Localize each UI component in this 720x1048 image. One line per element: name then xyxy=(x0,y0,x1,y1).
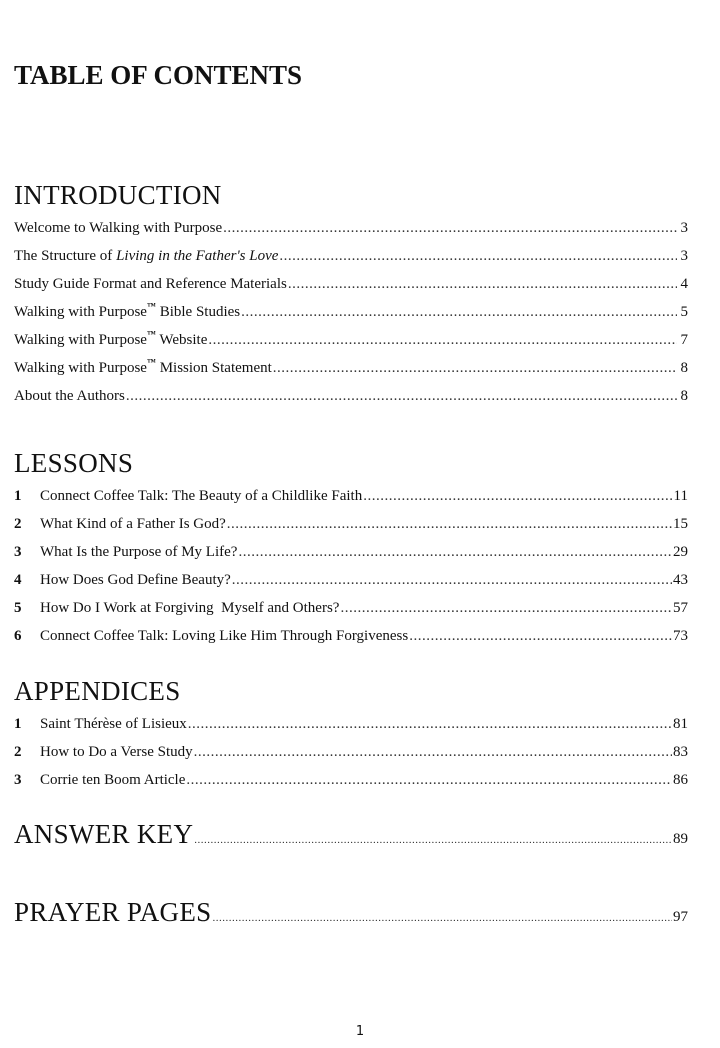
toc-entry-lesson-1[interactable] xyxy=(14,482,688,510)
lessons-section xyxy=(14,446,688,650)
dot-leader xyxy=(273,354,677,382)
entry-number: 5 xyxy=(14,600,22,616)
entry-page: 97 xyxy=(673,909,688,925)
entry-label: Connect Coffee Talk: Loving Like Him Through Forgiveness xyxy=(40,628,409,644)
entry-label xyxy=(14,326,207,354)
toc-entry-lesson-2[interactable] xyxy=(14,510,688,538)
entry-page: 29 xyxy=(673,544,688,560)
entry-number: 1 xyxy=(14,488,22,504)
trademark-mark: ™ xyxy=(146,329,156,339)
toc-entry-authors[interactable] xyxy=(14,382,688,410)
appendices-section xyxy=(14,674,688,794)
entry-label: Corrie ten Boom Article xyxy=(40,772,186,788)
entry-page: 81 xyxy=(673,716,688,732)
entry-page: 5 xyxy=(680,304,688,320)
entry-label-main: Walking with Purpose xyxy=(14,360,147,376)
entry-page: 3 xyxy=(680,248,688,264)
entry-label-suffix: Mission Statement xyxy=(155,360,272,376)
dot-leader xyxy=(194,820,672,860)
entry-label-suffix: Website xyxy=(155,332,208,348)
dot-leader xyxy=(126,382,677,410)
dot-leader xyxy=(223,214,677,242)
entry-page: 15 xyxy=(673,516,688,532)
entry-page: 8 xyxy=(680,388,688,404)
dot-leader xyxy=(227,510,672,538)
dot-leader xyxy=(186,766,672,794)
entry-number: 3 xyxy=(14,544,22,560)
entry-label: What Is the Purpose of My Life? xyxy=(40,544,238,560)
toc-entry-website[interactable] xyxy=(14,326,688,354)
entry-label: How to Do a Verse Study xyxy=(40,744,193,760)
dot-leader xyxy=(409,622,672,650)
entry-page: 3 xyxy=(680,220,688,236)
toc-entry-welcome[interactable] xyxy=(14,214,688,242)
trademark-mark: ™ xyxy=(146,357,156,367)
entry-label-main: Walking with Purpose xyxy=(14,304,147,320)
toc-entry-appendix-1[interactable] xyxy=(14,710,688,738)
entry-number: 1 xyxy=(14,716,22,732)
entry-label xyxy=(14,242,278,270)
entry-label: Study Guide Format and Reference Materials xyxy=(14,276,287,292)
entry-label: What Kind of a Father Is God? xyxy=(40,516,226,532)
entry-label: Saint Thérèse of Lisieux xyxy=(40,716,187,732)
answer-key-section xyxy=(14,814,688,854)
entry-page: 4 xyxy=(680,276,688,292)
entry-page: 86 xyxy=(673,772,688,788)
entry-number: 3 xyxy=(14,772,22,788)
page-title: TABLE OF CONTENTS xyxy=(14,60,303,90)
dot-leader xyxy=(279,242,677,270)
entry-page: 7 xyxy=(680,332,688,348)
entry-number: 2 xyxy=(14,744,22,760)
introduction-heading: INTRODUCTION xyxy=(14,180,222,210)
entry-label-prefix: The Structure of xyxy=(14,248,117,264)
footer-page-number: 1 xyxy=(355,1024,365,1039)
appendices-heading: APPENDICES xyxy=(14,676,181,706)
dot-leader xyxy=(363,482,672,510)
entry-label: Connect Coffee Talk: The Beauty of a Childlike Faith xyxy=(40,488,363,504)
toc-entry-lesson-6[interactable] xyxy=(14,622,688,650)
prayer-pages-section xyxy=(14,892,688,932)
toc-entry-appendix-3[interactable] xyxy=(14,766,688,794)
entry-page: 43 xyxy=(673,572,688,588)
entry-page: 57 xyxy=(673,600,688,616)
toc-entry-answer-key[interactable] xyxy=(14,814,688,854)
dot-leader xyxy=(288,270,677,298)
entry-label-italic: Living in the Father's Love xyxy=(116,248,279,264)
entry-label-main: Walking with Purpose xyxy=(14,332,147,348)
dot-leader xyxy=(238,538,672,566)
dot-leader xyxy=(194,738,672,766)
toc-entry-structure[interactable] xyxy=(14,242,688,270)
toc-entry-mission[interactable] xyxy=(14,354,688,382)
dot-leader xyxy=(212,898,672,938)
dot-leader xyxy=(188,710,672,738)
toc-entry-appendix-2[interactable] xyxy=(14,738,688,766)
entry-page: 11 xyxy=(673,488,688,504)
entry-label: How Do I Work at Forgiving Myself and Others? xyxy=(40,600,340,616)
dot-leader xyxy=(241,298,677,326)
dot-leader xyxy=(340,594,672,622)
entry-label: About the Authors xyxy=(14,388,125,404)
entry-label xyxy=(14,354,272,382)
toc-entry-prayer-pages[interactable] xyxy=(14,892,688,932)
introduction-section xyxy=(14,178,688,410)
entry-label xyxy=(14,298,240,326)
entry-page: 73 xyxy=(673,628,688,644)
lessons-heading: LESSONS xyxy=(14,448,134,478)
entry-number: 2 xyxy=(14,516,22,532)
entry-number: 6 xyxy=(14,628,22,644)
toc-entry-study-guide[interactable] xyxy=(14,270,688,298)
toc-entry-lesson-5[interactable] xyxy=(14,594,688,622)
toc-entry-lesson-3[interactable] xyxy=(14,538,688,566)
trademark-mark: ™ xyxy=(146,301,156,311)
entry-page: 8 xyxy=(680,360,688,376)
entry-label: PRAYER PAGES xyxy=(14,897,212,927)
entry-label: Welcome to Walking with Purpose xyxy=(14,220,223,236)
dot-leader xyxy=(208,326,677,354)
entry-page: 83 xyxy=(673,744,688,760)
toc-entry-bible-studies[interactable] xyxy=(14,298,688,326)
entry-label: How Does God Define Beauty? xyxy=(40,572,231,588)
entry-label-suffix: Bible Studies xyxy=(155,304,241,320)
entry-label: ANSWER KEY xyxy=(14,819,194,849)
dot-leader xyxy=(232,566,672,594)
entry-page: 89 xyxy=(673,831,688,847)
entry-number: 4 xyxy=(14,572,22,588)
toc-entry-lesson-4[interactable] xyxy=(14,566,688,594)
